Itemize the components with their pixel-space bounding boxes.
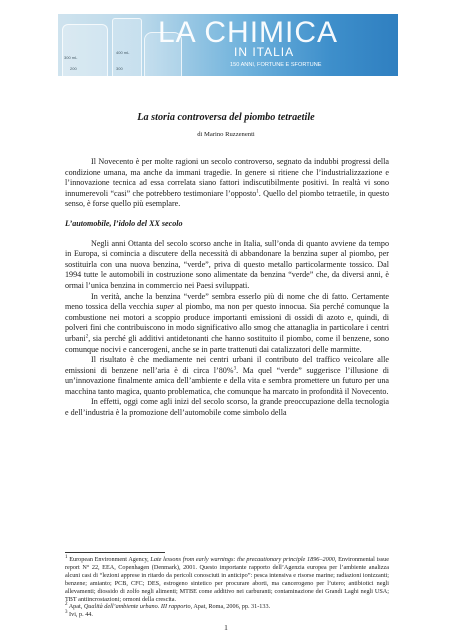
glass-mark: 400 mL — [116, 50, 130, 55]
banner-tagline: 150 ANNI, FORTUNE E SFORTUNE — [230, 62, 322, 68]
banner-subtitle: IN ITALIA — [234, 45, 295, 59]
paragraph: Negli anni Ottanta del secolo scorso anche in Italia, sull’onda di quanto avviene da tempo in Europa, si comincia a discutere della necessità di abbandonare la benzina super al piombo, per sostituirla con una nuova benzina, “verde”, priva di questo metallo particolarmente tossico. Dal 1994 tutte le automobili in costruzione sono alimentate da benzina “verde” che, da diversi anni, è ormai l’unica benzina in commercio nei Paesi sviluppati. — [65, 238, 389, 290]
paragraph: In verità, anche la benzina “verde” sembra esserlo più di nome che di fatto. Certamente meno tossica della vecchia super al piombo, ma non per questo innocua. Sia perché comunque la combustione nei motori a scoppio produce importanti emissioni di ossidi di azoto e, quindi, di polveri fini che contribuiscono in modo significativo allo smog che attanaglia in particolare i centri urbani$^2$, sia perché gli additivi antidetonanti che hanno sostituito il piombo, come il benzene, sono comunque nocivi e cancerogeni, anche se in parte trattenuti dai catalizzatori delle marmitte. — [65, 291, 389, 354]
paragraph: Il risultato è che mediamente nei centri urbani il contributo del traffico veicolare alle emissioni di benzene nell’aria è di circa l’80%$^3$. Ma quel “verde” suggerisce l’illusione di un’innovazione finalmente amica dell’ambiente e della vita e sembra promettere un futuro per una macchina tanto magica, quanto problematica, che comunque ha marcato in profondità il Novecento. — [65, 355, 389, 396]
footnote: $^1$ European Environment Agency, Late lessons from early warnings: the precautionary principle 1896–2000, Environmental issue report N° 22, EEA, Copenhagen (Denmark), 2001. Questo importante rapporto dell’Agenzia europea per l’ambiente analizza alcuni casi di “lezioni apprese in ritardo da pericoli conosciuti in anticipo”: pesca intensiva e risorse marine; radiazioni ionizzanti; benzene; amianto; PCB, CFC; DES, estrogeno sintetico per procurare aborti, ma cancerogeno per l’utero; antibiotici negli allevamenti; diossido di zolfo negli alimenti; MTBE come additivo nei carburanti; contaminazione dei Grandi Laghi negli USA; TBT antiincrostazioni; ormoni della crescita. — [65, 554, 389, 603]
header-banner — [58, 14, 398, 76]
article-body — [65, 157, 389, 419]
footnotes — [65, 556, 389, 619]
glass-mark: 200 — [70, 66, 77, 71]
article-byline: di Marino Ruzzenenti — [197, 131, 255, 138]
footnote: $^2$ Apat, Qualità dell’ambiente urbano. III rapporto, Apat, Roma, 2006, pp. 31-133. — [65, 602, 271, 611]
section-heading: L’automobile, l’idolo del XX secolo — [65, 218, 183, 228]
beaker-image — [62, 24, 108, 76]
banner-title: LA CHIMICA — [158, 16, 339, 49]
paragraph: In effetti, oggi come agli inizi del secolo scorso, la grande preoccupazione della tecnologia e dell’industria è la promozione dell’automobile come simbolo della — [65, 397, 389, 418]
footnote-ref: 1 — [256, 189, 259, 195]
footnote-ref: 3 — [233, 366, 237, 371]
article-title: La storia controversa del piombo tetraetile — [137, 112, 315, 123]
footnote: $^3$ Ivi, p. 44. — [65, 610, 93, 619]
glass-mark: 300 — [116, 66, 123, 71]
paragraph: Il Novecento è per molte ragioni un secolo controverso, segnato da indubbi progressi della condizione umana, ma anche da immani tragedie. In genere si ritiene che l’industrializzazione e l’innovazione tecnica ad essa correlata siano fattori indiscutibilmente positivi. In realtà vi sono innumerevoli “casi” che potrebbero testimoniare l’opposto$^1$. Quello del piombo tetraetile, in questo senso, è forse quello più esemplare. — [65, 157, 389, 209]
page-number: 1 — [224, 623, 228, 632]
glass-mark: 300 mL — [64, 55, 78, 60]
footnote-divider — [65, 552, 165, 553]
footnote-ref: 2 — [85, 334, 89, 340]
